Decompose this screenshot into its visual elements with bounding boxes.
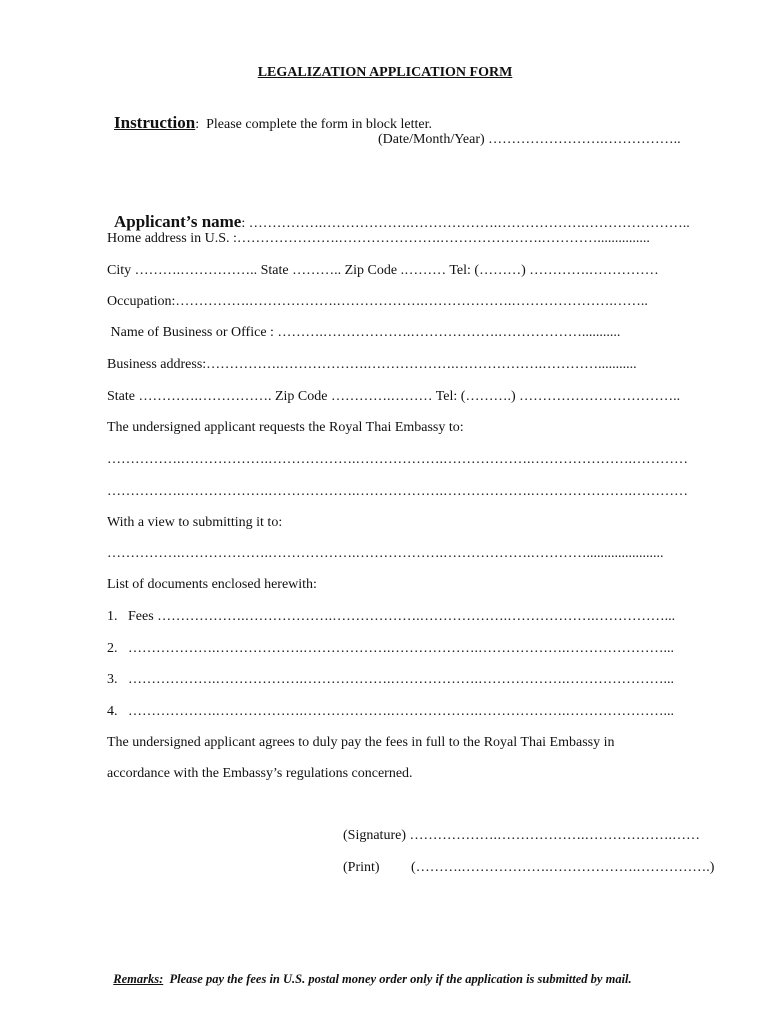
instruction-line <box>107 99 432 133</box>
signature-field[interactable]: (Signature) ……………….……………….……………….…… <box>343 828 700 843</box>
view-statement: With a view to submitting it to: <box>107 515 283 530</box>
date-field[interactable]: (Date/Month/Year) …………………….…………….. <box>378 132 681 147</box>
request-blank-1[interactable]: …………….……………….……………….……………….……………….………………….………… <box>107 452 688 467</box>
business-address-field[interactable]: Business address:…………….……………….……………….……………….…………........... <box>107 357 637 372</box>
instruction-text: : Please complete the form in block letter. <box>195 117 432 132</box>
applicant-name-label: Applicant’s name <box>114 212 242 231</box>
business-state-zip-tel-field[interactable]: State ………….……………. Zip Code ………….……… Tel: (……….) …………………………….. <box>107 389 681 404</box>
document-item[interactable]: 1. Fees ……………….……………….……………….……………….……………….……………... <box>107 609 676 624</box>
business-name-field[interactable]: Name of Business or Office : ……….……………….……………….………………........... <box>107 325 621 340</box>
request-statement: The undersigned applicant requests the Royal Thai Embassy to: <box>107 420 464 435</box>
document-item[interactable]: 2. ……………….……………….……………….……………….……………….…………………... <box>107 641 674 656</box>
instruction-label: Instruction <box>114 113 196 132</box>
form-title: LEGALIZATION APPLICATION FORM <box>257 65 513 80</box>
agreement-line-2: accordance with the Embassy’s regulations concerned. <box>107 766 413 781</box>
remarks-line <box>107 955 632 987</box>
remarks-label: Remarks: <box>113 972 164 986</box>
occupation-field[interactable]: Occupation:…………….……………….……………….……………….………………….…….. <box>107 294 648 309</box>
documents-heading: List of documents enclosed herewith: <box>107 577 317 592</box>
applicant-name-line[interactable] <box>107 198 690 232</box>
remarks-text: Please pay the fees in U.S. postal money order only if the application is submitted by mail. <box>163 972 632 986</box>
request-blank-2[interactable]: …………….……………….……………….……………….……………….………………….………… <box>107 484 688 499</box>
agreement-line-1: The undersigned applicant agrees to duly pay the fees in full to the Royal Thai Embassy in <box>107 735 615 750</box>
document-item[interactable]: 4. ……………….……………….……………….……………….……………….…………………... <box>107 704 674 719</box>
view-blank[interactable]: …………….……………….……………….……………….……………….…………...................... <box>107 546 664 561</box>
applicant-name-field[interactable]: : …………….……………….……………….……………….………………….. <box>241 216 690 231</box>
city-state-zip-tel-field[interactable]: City ……….…………….. State ……….. Zip Code .……… Tel: (………) ………….…………… <box>107 263 659 278</box>
print-name-field[interactable]: (Print) (……….……………….……………….…………….) <box>343 860 715 875</box>
home-address-field[interactable]: Home address in U.S. :………………….………………….………………….…………............... <box>107 231 650 246</box>
document-item[interactable]: 3. ……………….……………….……………….……………….……………….…………………... <box>107 672 674 687</box>
